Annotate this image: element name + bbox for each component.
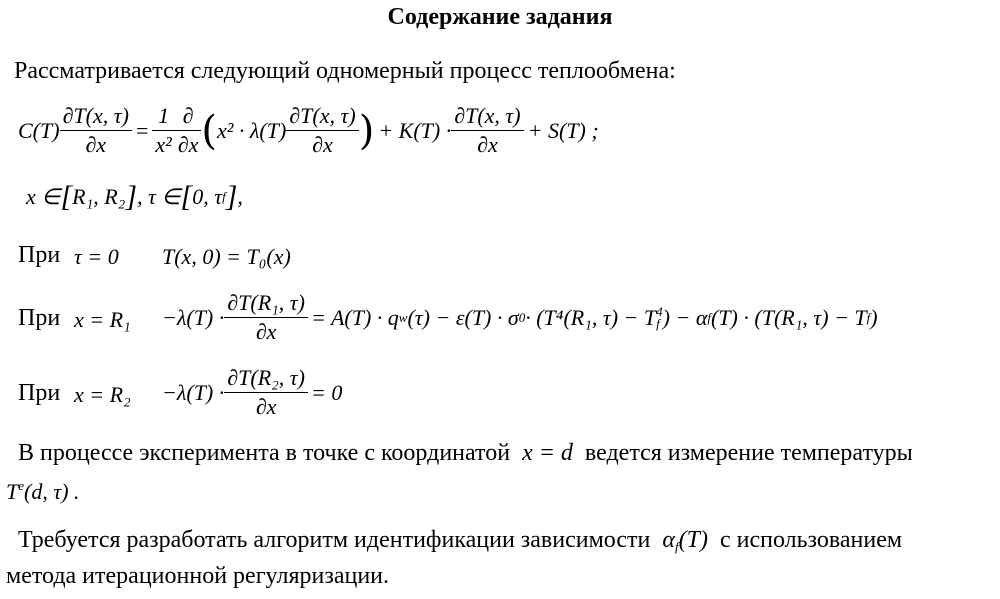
eq-k-num: ∂T(x, τ) (454, 103, 521, 128)
task-line1 (18, 527, 902, 555)
bc1-equation (162, 289, 878, 346)
measure-text2: ведется измерение температуры (584, 440, 913, 466)
measure-temp-sup: e (18, 478, 25, 493)
eq-lhs-coef: C(T) (18, 117, 60, 143)
bc2-label: При (18, 380, 61, 406)
eq-inner-num: ∂T(x, τ) (289, 103, 356, 128)
domain-x: x ∈ (26, 184, 61, 209)
eq-k-fraction (451, 102, 523, 159)
intro-text: Рассматривается следующий одномерный процесс теплообмена: (14, 58, 676, 84)
eq-frac2-num: ∂ (182, 103, 194, 128)
bc1-sigma-sub: 0 (518, 309, 526, 325)
eq-lhs-num: ∂T(x, τ) (62, 103, 129, 128)
eq-frac2-den: ∂x (175, 130, 202, 159)
bc0-cond: τ = 0 (74, 244, 119, 269)
right-bracket-icon: ] (125, 180, 137, 213)
bc1-cond: x = R₁ (74, 307, 131, 332)
bc1-alpha-sub: f (707, 309, 711, 325)
eq-equals: = (135, 117, 149, 143)
measure-text1: В процессе эксперимента в точке с координатой (18, 440, 511, 466)
domain-tau-sub: f (222, 189, 226, 204)
bc1-label: При (18, 305, 61, 331)
eq-lhs-den: ∂x (60, 130, 132, 159)
domain-x-range: R₁, R₂ (72, 184, 126, 209)
domain-end: , (237, 184, 243, 209)
bc1-tf-sub: f (656, 315, 660, 331)
domain-line (26, 182, 243, 212)
task-text2: с использованием (719, 527, 903, 553)
domain-tau-range: 0, τ (192, 184, 223, 209)
right-bracket-icon: ] (225, 180, 238, 213)
bc2-fraction (224, 364, 308, 421)
bc1-num: ∂T(R₁, τ) (227, 290, 305, 315)
measure-line1 (18, 440, 913, 467)
eq-inner-den: ∂x (286, 130, 358, 159)
measure-temp-args: (d, τ) . (24, 479, 80, 504)
left-bracket-icon: [ (180, 180, 193, 213)
measure-temp (6, 478, 80, 505)
heat-equation (18, 102, 599, 159)
bc1-rhs3: · (T⁴(R₁, τ) − T (525, 304, 657, 330)
bc2-den: ∂x (224, 392, 308, 421)
eq-frac1-den: x² (152, 130, 174, 159)
left-bracket-icon: [ (60, 180, 73, 213)
bc0-expr: T(x, 0) = T₀(x) (162, 244, 291, 269)
page-title: Содержание задания (387, 4, 613, 30)
bc2-pre: −λ(T) · (162, 379, 225, 405)
bc1-fraction (224, 289, 308, 346)
bc1-rhs4: ) − α (662, 304, 708, 330)
eq-frac1 (152, 102, 174, 159)
task-text1: Требуется разработать алгоритм идентификации зависимости (18, 527, 651, 553)
eq-inner-pre: x² · λ(T) (217, 117, 287, 143)
bc2-num: ∂T(R₂, τ) (227, 365, 305, 390)
eq-k-den: ∂x (451, 130, 523, 159)
bc1-rhs2: (τ) − ε(T) · σ (407, 304, 519, 330)
bc1-rhs-sub: w (398, 309, 408, 325)
measure-temp-symbol: T (6, 479, 19, 504)
bc2-cond: x = R₂ (74, 382, 131, 407)
bc1-rhs: = A(T) · q (311, 304, 399, 330)
task-alpha-sub: f (674, 539, 679, 554)
task-alpha (662, 527, 708, 553)
bc1-rhs6: ) (870, 304, 878, 330)
bc2-equation (162, 364, 342, 421)
eq-lhs-fraction (60, 102, 132, 159)
bc1-den: ∂x (224, 317, 308, 346)
left-paren-icon: ( (201, 107, 218, 154)
bc0-label: При (18, 242, 61, 268)
bc1-pre: −λ(T) · (162, 304, 225, 330)
eq-tail: + S(T) ; (527, 117, 599, 143)
bc1-tf2-sub: f (866, 309, 871, 325)
right-paren-icon: ) (358, 107, 375, 154)
eq-frac2 (175, 102, 202, 159)
domain-tau: , τ ∈ (137, 184, 181, 209)
task-line2: метода итерационной регуляризации. (6, 563, 390, 589)
task-alpha-symbol: α (662, 527, 675, 553)
eq-inner-fraction (286, 102, 358, 159)
bc1-tf-sup: 4 (656, 303, 663, 319)
eq-plus-k: + K(T) · (378, 117, 452, 143)
measure-coord: x = d (522, 440, 573, 466)
bc1-rhs5: (T) · (T(R₁, τ) − T (711, 304, 867, 330)
eq-frac1-num: 1 (158, 103, 170, 128)
task-alpha-args: (T) (678, 527, 708, 553)
bc2-rhs: = 0 (311, 379, 343, 405)
